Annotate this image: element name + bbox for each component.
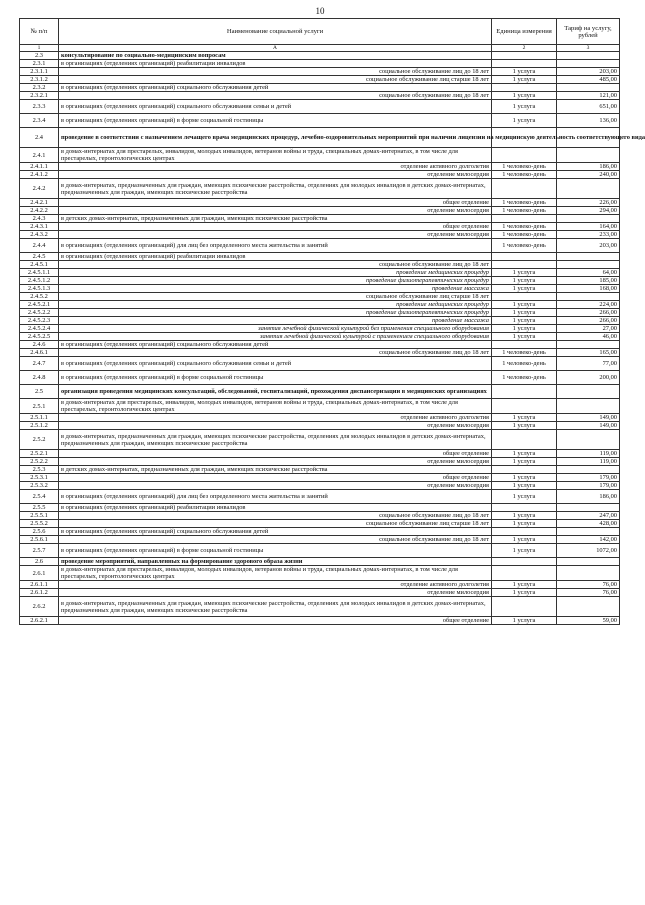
row-unit: 1 услуга (492, 301, 557, 309)
row-price: 185,00 (557, 277, 620, 285)
table-row (20, 357, 620, 371)
row-number: 2.3.2 (20, 84, 59, 92)
table-row (20, 414, 620, 422)
row-service-name: проведение физиотерапевтических процедур (59, 309, 492, 317)
row-service-name: в организациях (отделениях организаций) социального обслуживания семьи и детей (59, 357, 492, 371)
row-unit: 1 услуга (492, 317, 557, 325)
row-service-name: в организациях (отделениях организаций) реабилитации инвалидов (59, 504, 492, 512)
table-row (20, 223, 620, 231)
row-service-name: социальное обслуживание лиц до 18 лет (59, 536, 492, 544)
row-number: 2.4 (20, 128, 59, 148)
row-price: 294,00 (557, 207, 620, 215)
row-price: 266,00 (557, 317, 620, 325)
row-unit: 1 услуга (492, 100, 557, 114)
row-unit: 1 услуга (492, 422, 557, 430)
row-service-name: социальное обслуживание лиц до 18 лет (59, 349, 492, 357)
row-service-name: проведение медицинских процедур (59, 269, 492, 277)
table-row (20, 231, 620, 239)
row-price (557, 148, 620, 163)
table-row (20, 566, 620, 581)
row-unit (492, 341, 557, 349)
row-service-name: в детских домах-интернатах, предназначенных для граждан, имеющих психические расстройства (59, 466, 492, 474)
row-unit (492, 52, 557, 60)
row-unit (492, 558, 557, 566)
row-number: 2.3.1.1 (20, 68, 59, 76)
row-unit (492, 528, 557, 536)
row-service-name: отделение милосердия (59, 171, 492, 179)
row-price (557, 52, 620, 60)
row-number: 2.4.1.1 (20, 163, 59, 171)
tariff-table (19, 18, 645, 625)
row-service-name: отделение милосердия (59, 458, 492, 466)
row-service-name: в домах-интернатах, предназначенных для граждан, имеющих психические расстройства, отделениях для молодых инвалидов в детских домах-интернатах, предназначенных для граждан, имеющих психические расстройства (59, 430, 492, 450)
row-unit (492, 60, 557, 68)
header-price: Тариф на услугу, рублей (557, 19, 620, 45)
row-price (557, 261, 620, 269)
row-number: 2.6.1.1 (20, 581, 59, 589)
row-service-name: в детских домах-интернатах, предназначенных для граждан, имеющих психические расстройства (59, 215, 492, 223)
row-unit: 1 услуга (492, 414, 557, 422)
table-row (20, 163, 620, 171)
row-number: 2.4.2.2 (20, 207, 59, 215)
row-service-name: проведение физиотерапевтических процедур (59, 277, 492, 285)
row-price (557, 385, 620, 399)
table-row (20, 371, 620, 385)
row-number: 2.6.2 (20, 597, 59, 617)
row-number: 2.4.5.2.1 (20, 301, 59, 309)
row-number: 2.4.5.2.4 (20, 325, 59, 333)
row-number: 2.4.6.1 (20, 349, 59, 357)
row-service-name: социальное обслуживание лиц старше 18 лет (59, 520, 492, 528)
row-service-name: в организациях (отделениях организаций) в форме социальной гостиницы (59, 371, 492, 385)
row-service-name: занятия лечебной физической культурой без применения специального оборудования (59, 325, 492, 333)
table-row (20, 100, 620, 114)
row-number: 2.3.1.2 (20, 76, 59, 84)
row-number: 2.6.1 (20, 566, 59, 581)
row-price: 226,00 (557, 199, 620, 207)
row-service-name: отделение активного долголетия (59, 414, 492, 422)
row-price: 1072,00 (557, 544, 620, 558)
row-number: 2.4.5.1.2 (20, 277, 59, 285)
row-service-name: социальное обслуживание лиц до 18 лет (59, 512, 492, 520)
row-price: 266,00 (557, 309, 620, 317)
table-row (20, 76, 620, 84)
row-number: 2.5.6 (20, 528, 59, 536)
table-row (20, 536, 620, 544)
page-number: 10 (315, 6, 325, 16)
row-service-name: в домах-интернатах, предназначенных для граждан, имеющих психические расстройства, отделениях для молодых инвалидов в детских домах-интернатах, предназначенных для граждан, имеющих психические расстройства (59, 179, 492, 199)
table-row (20, 581, 620, 589)
row-unit: 1 услуга (492, 581, 557, 589)
row-unit (492, 430, 557, 450)
row-number: 2.4.5.2.2 (20, 309, 59, 317)
row-number: 2.5 (20, 385, 59, 399)
row-price: 165,00 (557, 349, 620, 357)
row-price: 179,00 (557, 474, 620, 482)
table-row (20, 285, 620, 293)
row-unit: 1 услуга (492, 269, 557, 277)
row-unit (492, 504, 557, 512)
row-price: 76,00 (557, 581, 620, 589)
row-unit: 1 услуга (492, 333, 557, 341)
row-number: 2.5.5 (20, 504, 59, 512)
row-service-name: в организациях (отделениях организаций) реабилитации инвалидов (59, 60, 492, 68)
row-unit: 1 услуга (492, 325, 557, 333)
row-number: 2.3 (20, 52, 59, 60)
table-row (20, 589, 620, 597)
row-price (557, 504, 620, 512)
row-service-name: в организациях (отделениях организаций) социального обслуживания семьи и детей (59, 100, 492, 114)
row-unit: 1 человеко-день (492, 349, 557, 357)
row-number: 2.4.5 (20, 253, 59, 261)
row-service-name: в организациях (отделениях организаций) социального обслуживания детей (59, 528, 492, 536)
row-number: 2.4.3.1 (20, 223, 59, 231)
table-row (20, 341, 620, 349)
table-row (20, 504, 620, 512)
row-number: 2.4.8 (20, 371, 59, 385)
table-row (20, 385, 620, 399)
row-service-name: проведение массажа (59, 317, 492, 325)
row-price: 46,00 (557, 333, 620, 341)
row-service-name: в домах-интернатах для престарелых, инвалидов, молодых инвалидов, ветеранов войны и труда, специальных домах-интернатах, в том числе для престарелых, геронтологических центрах (59, 399, 492, 414)
table-row (20, 261, 620, 269)
row-price (557, 179, 620, 199)
header-name: Наименование социальной услуги (59, 19, 492, 45)
row-unit: 1 услуга (492, 309, 557, 317)
row-unit: 1 услуга (492, 450, 557, 458)
table-row (20, 430, 620, 450)
row-number: 2.5.3.1 (20, 474, 59, 482)
row-unit: 1 услуга (492, 544, 557, 558)
row-unit (492, 148, 557, 163)
row-price (557, 84, 620, 92)
row-unit (492, 179, 557, 199)
row-unit (492, 84, 557, 92)
table-row (20, 277, 620, 285)
table-row (20, 301, 620, 309)
row-unit: 1 услуга (492, 458, 557, 466)
table-row (20, 207, 620, 215)
row-service-name: в организациях (отделениях организаций) социального обслуживания детей (59, 84, 492, 92)
row-price: 119,00 (557, 450, 620, 458)
row-price (557, 466, 620, 474)
table-row (20, 269, 620, 277)
row-number: 2.4.5.2 (20, 293, 59, 301)
row-unit: 1 услуга (492, 512, 557, 520)
row-unit: 1 услуга (492, 76, 557, 84)
table-row (20, 128, 620, 148)
row-number: 2.5.2.2 (20, 458, 59, 466)
row-price: 186,00 (557, 490, 620, 504)
row-unit: 1 услуга (492, 68, 557, 76)
row-price: 240,00 (557, 171, 620, 179)
table-row (20, 597, 620, 617)
row-price: 428,00 (557, 520, 620, 528)
row-service-name: общее отделение (59, 617, 492, 625)
row-price (557, 60, 620, 68)
row-price (557, 430, 620, 450)
row-unit (492, 399, 557, 414)
table-row (20, 520, 620, 528)
row-service-name: в организациях (отделениях организаций) в форме социальной гостиницы (59, 114, 492, 128)
index-unit: 2 (492, 45, 557, 52)
row-unit: 1 человеко-день (492, 239, 557, 253)
row-service-name: в организациях (отделениях организаций) для лиц без определенного места жительства и занятий (59, 239, 492, 253)
row-number: 2.3.2.1 (20, 92, 59, 100)
row-price: 179,00 (557, 482, 620, 490)
table-row (20, 325, 620, 333)
row-service-name: отделение милосердия (59, 589, 492, 597)
row-price: 59,00 (557, 617, 620, 625)
row-price (557, 341, 620, 349)
row-price: 77,00 (557, 357, 620, 371)
header-unit: Единица измерения (492, 19, 557, 45)
row-price: 164,00 (557, 223, 620, 231)
index-price: 3 (557, 45, 620, 52)
table-row (20, 179, 620, 199)
row-unit (492, 466, 557, 474)
row-service-name: в домах-интернатах для престарелых, инвалидов, молодых инвалидов, ветеранов войны и труда, специальных домах-интернатах, в том числе для престарелых, геронтологических центрах (59, 566, 492, 581)
row-number: 2.4.2 (20, 179, 59, 199)
row-service-name: отделение активного долголетия (59, 163, 492, 171)
row-number: 2.4.3.2 (20, 231, 59, 239)
row-service-name: проведение медицинских процедур (59, 301, 492, 309)
row-service-name: отделение милосердия (59, 231, 492, 239)
row-unit: 1 услуга (492, 617, 557, 625)
row-price: 149,00 (557, 414, 620, 422)
table-row (20, 60, 620, 68)
row-unit: 1 человеко-день (492, 357, 557, 371)
table-row (20, 450, 620, 458)
row-price: 76,00 (557, 589, 620, 597)
row-number: 2.6.2.1 (20, 617, 59, 625)
row-service-name: общее отделение (59, 223, 492, 231)
row-price: 200,00 (557, 371, 620, 385)
table-row (20, 114, 620, 128)
row-number: 2.6.1.2 (20, 589, 59, 597)
table-row (20, 399, 620, 414)
table-row (20, 422, 620, 430)
table-header-row (20, 19, 620, 45)
row-number: 2.5.1.1 (20, 414, 59, 422)
row-service-name: общее отделение (59, 474, 492, 482)
row-number: 2.4.5.1 (20, 261, 59, 269)
row-number: 2.5.6.1 (20, 536, 59, 544)
table-row (20, 544, 620, 558)
row-unit: 1 человеко-день (492, 371, 557, 385)
row-price: 64,00 (557, 269, 620, 277)
row-service-name: проведение массажа (59, 285, 492, 293)
row-service-name: социальное обслуживание лиц старше 18 лет (59, 76, 492, 84)
row-unit: 1 услуга (492, 520, 557, 528)
row-price (557, 566, 620, 581)
row-unit: 1 человеко-день (492, 199, 557, 207)
row-number: 2.5.1 (20, 399, 59, 414)
row-price: 203,00 (557, 68, 620, 76)
table-row (20, 52, 620, 60)
row-number: 2.4.7 (20, 357, 59, 371)
row-service-name: общее отделение (59, 199, 492, 207)
row-unit (492, 293, 557, 301)
row-service-name: занятия лечебной физической культурой с применением специального оборудования (59, 333, 492, 341)
table-row (20, 309, 620, 317)
header-num: № п/п (20, 19, 59, 45)
row-number: 2.5.7 (20, 544, 59, 558)
table-row (20, 458, 620, 466)
row-number: 2.4.5.1.1 (20, 269, 59, 277)
row-unit: 1 услуга (492, 482, 557, 490)
table-row (20, 466, 620, 474)
row-price (557, 558, 620, 566)
row-service-name: общее отделение (59, 450, 492, 458)
row-unit: 1 человеко-день (492, 163, 557, 171)
row-unit (492, 261, 557, 269)
row-service-name: социальное обслуживание лиц до 18 лет (59, 261, 492, 269)
row-number: 2.3.4 (20, 114, 59, 128)
row-number: 2.5.3 (20, 466, 59, 474)
row-service-name: в домах-интернатах для престарелых, инвалидов, молодых инвалидов, ветеранов войны и труда, специальных домах-интернатах, в том числе для престарелых, геронтологических центрах (59, 148, 492, 163)
row-number: 2.4.1 (20, 148, 59, 163)
row-number: 2.4.4 (20, 239, 59, 253)
row-number: 2.4.3 (20, 215, 59, 223)
row-service-name: отделение активного долголетия (59, 581, 492, 589)
row-price: 224,00 (557, 301, 620, 309)
index-num: 1 (20, 45, 59, 52)
row-unit (492, 253, 557, 261)
row-unit: 1 человеко-день (492, 231, 557, 239)
row-price: 651,00 (557, 100, 620, 114)
row-service-name: отделение милосердия (59, 422, 492, 430)
row-price (557, 597, 620, 617)
row-unit (492, 597, 557, 617)
row-number: 2.4.6 (20, 341, 59, 349)
row-number: 2.5.2.1 (20, 450, 59, 458)
row-price: 485,00 (557, 76, 620, 84)
row-service-name: отделение милосердия (59, 482, 492, 490)
row-service-name: проведение мероприятий, направленных на формирование здорового образа жизни (59, 558, 492, 566)
table-row (20, 349, 620, 357)
row-unit: 1 услуга (492, 589, 557, 597)
row-unit: 1 услуга (492, 285, 557, 293)
row-service-name: в организациях (отделениях организаций) социального обслуживания детей (59, 341, 492, 349)
table-row (20, 148, 620, 163)
row-service-name: социальное обслуживание лиц до 18 лет (59, 92, 492, 100)
row-price: 119,00 (557, 458, 620, 466)
row-service-name: в организациях (отделениях организаций) в форме социальной гостиницы (59, 544, 492, 558)
table-row (20, 558, 620, 566)
row-service-name: отделение милосердия (59, 207, 492, 215)
row-number: 2.4.2.1 (20, 199, 59, 207)
row-price: 149,00 (557, 422, 620, 430)
table-row (20, 490, 620, 504)
row-service-name: консультирование по социально-медицинским вопросам (59, 52, 492, 60)
row-number: 2.3.3 (20, 100, 59, 114)
table-row (20, 171, 620, 179)
table-row (20, 474, 620, 482)
row-price: 186,00 (557, 163, 620, 171)
row-number: 2.6 (20, 558, 59, 566)
row-unit: 1 человеко-день (492, 207, 557, 215)
table-row (20, 617, 620, 625)
row-number: 2.5.5.2 (20, 520, 59, 528)
table-row (20, 528, 620, 536)
row-unit (492, 566, 557, 581)
row-service-name: социальное обслуживание лиц старше 18 лет (59, 293, 492, 301)
table-row (20, 317, 620, 325)
row-unit: 1 услуга (492, 92, 557, 100)
row-service-name: в организациях (отделениях организаций) реабилитации инвалидов (59, 253, 492, 261)
row-price: 247,00 (557, 512, 620, 520)
row-price: 233,00 (557, 231, 620, 239)
row-number: 2.5.3.2 (20, 482, 59, 490)
row-number: 2.5.1.2 (20, 422, 59, 430)
table-row (20, 84, 620, 92)
row-price: 142,00 (557, 536, 620, 544)
row-service-name: социальное обслуживание лиц до 18 лет (59, 68, 492, 76)
row-service-name: организация проведения медицинских консультаций, обследований, госпитализаций, прохождения диспансеризации в медицинских организациях (59, 385, 492, 399)
row-price: 136,00 (557, 114, 620, 128)
row-price (557, 215, 620, 223)
row-number: 2.4.5.1.3 (20, 285, 59, 293)
row-unit: 1 человеко-день (492, 171, 557, 179)
row-price (557, 293, 620, 301)
row-unit: 1 услуга (492, 536, 557, 544)
table-row (20, 293, 620, 301)
row-unit: 1 услуга (492, 474, 557, 482)
row-unit (492, 215, 557, 223)
table-index-row (20, 45, 620, 52)
row-service-name: в организациях (отделениях организаций) для лиц без определенного места жительства и занятий (59, 490, 492, 504)
row-unit: 1 услуга (492, 490, 557, 504)
row-unit (492, 385, 557, 399)
table-row (20, 253, 620, 261)
table-row (20, 68, 620, 76)
row-number: 2.3.1 (20, 60, 59, 68)
row-price: 203,00 (557, 239, 620, 253)
row-price: 121,00 (557, 92, 620, 100)
table-row (20, 199, 620, 207)
row-number: 2.4.5.2.5 (20, 333, 59, 341)
table-row (20, 333, 620, 341)
row-price: 27,00 (557, 325, 620, 333)
row-unit: 1 услуга (492, 114, 557, 128)
table-row (20, 482, 620, 490)
row-price: 168,00 (557, 285, 620, 293)
table-row (20, 215, 620, 223)
row-unit: 1 услуга (492, 277, 557, 285)
row-service-name: проведение в соответствии с назначением лечащего врача медицинских процедур, лечебно-оздоровительных мероприятий при наличии лицензии на медицинскую деятельность соответствующего вида (59, 128, 492, 148)
row-unit: 1 человеко-день (492, 223, 557, 231)
row-service-name: в домах-интернатах, предназначенных для граждан, имеющих психические расстройства, отделениях для молодых инвалидов в детских домах-интернатах, предназначенных для граждан, имеющих психические расстройства (59, 597, 492, 617)
row-number: 2.5.2 (20, 430, 59, 450)
row-number: 2.4.5.2.3 (20, 317, 59, 325)
row-price (557, 253, 620, 261)
row-price (557, 528, 620, 536)
table-row (20, 92, 620, 100)
index-name: А (59, 45, 492, 52)
row-price (557, 399, 620, 414)
table-row (20, 512, 620, 520)
row-number: 2.5.5.1 (20, 512, 59, 520)
row-number: 2.4.1.2 (20, 171, 59, 179)
table-row (20, 239, 620, 253)
row-number: 2.5.4 (20, 490, 59, 504)
